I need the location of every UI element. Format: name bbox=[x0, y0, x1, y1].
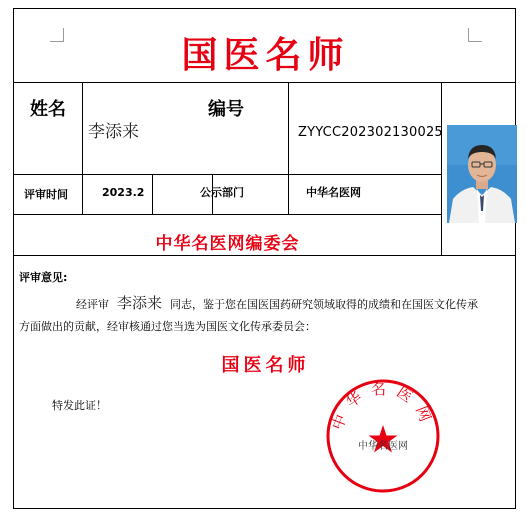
certificate-title: 国医名师 bbox=[181, 34, 350, 76]
official-seal bbox=[324, 377, 442, 495]
svg-text:中华名医网 bbox=[328, 380, 437, 432]
review-time-value: 2023.2 bbox=[102, 186, 145, 199]
rule-below-info-row bbox=[14, 214, 441, 215]
honor-title: 国医名师 bbox=[221, 355, 310, 376]
seal-center-text: 中华名医网 bbox=[358, 441, 408, 452]
publish-dept-label: 公示部门 bbox=[200, 186, 244, 199]
col-divider-3 bbox=[288, 82, 289, 214]
rule-below-committee bbox=[14, 255, 515, 256]
review-time-label: 评审时间 bbox=[24, 188, 68, 201]
code-value: ZYYCC202302130025 bbox=[298, 125, 443, 140]
opinion-label: 评审意见: bbox=[19, 271, 68, 284]
opinion-name: 李添来 bbox=[117, 294, 163, 312]
code-label: 编号 bbox=[208, 99, 244, 120]
special-note: 特发此证！ bbox=[52, 399, 107, 412]
portrait-photo bbox=[447, 125, 517, 223]
opinion-prefix: 经评审 bbox=[76, 298, 109, 311]
col-divider-1 bbox=[82, 82, 83, 214]
col-divider-2a bbox=[152, 174, 153, 214]
rule-below-name-row bbox=[14, 174, 441, 175]
committee-title: 中华名医网编委会 bbox=[155, 234, 300, 254]
seal-arc-text: 中华名医网 bbox=[328, 380, 438, 433]
name-value: 李添来 bbox=[88, 122, 139, 142]
opinion-paragraph-line1 bbox=[76, 292, 516, 313]
name-label: 姓名 bbox=[30, 99, 66, 120]
certificate-frame bbox=[13, 8, 516, 509]
rule-below-title bbox=[14, 82, 515, 83]
opinion-line1: 同志，鉴于您在国医国药研究领域取得的成绩和在国医文化传承 bbox=[170, 298, 479, 311]
col-divider-photo bbox=[441, 82, 442, 255]
opinion-line2: 方面做出的贡献，经审核通过您当选为国医文化传承委员会： bbox=[19, 320, 316, 333]
publish-dept-value: 中华名医网 bbox=[306, 186, 361, 199]
